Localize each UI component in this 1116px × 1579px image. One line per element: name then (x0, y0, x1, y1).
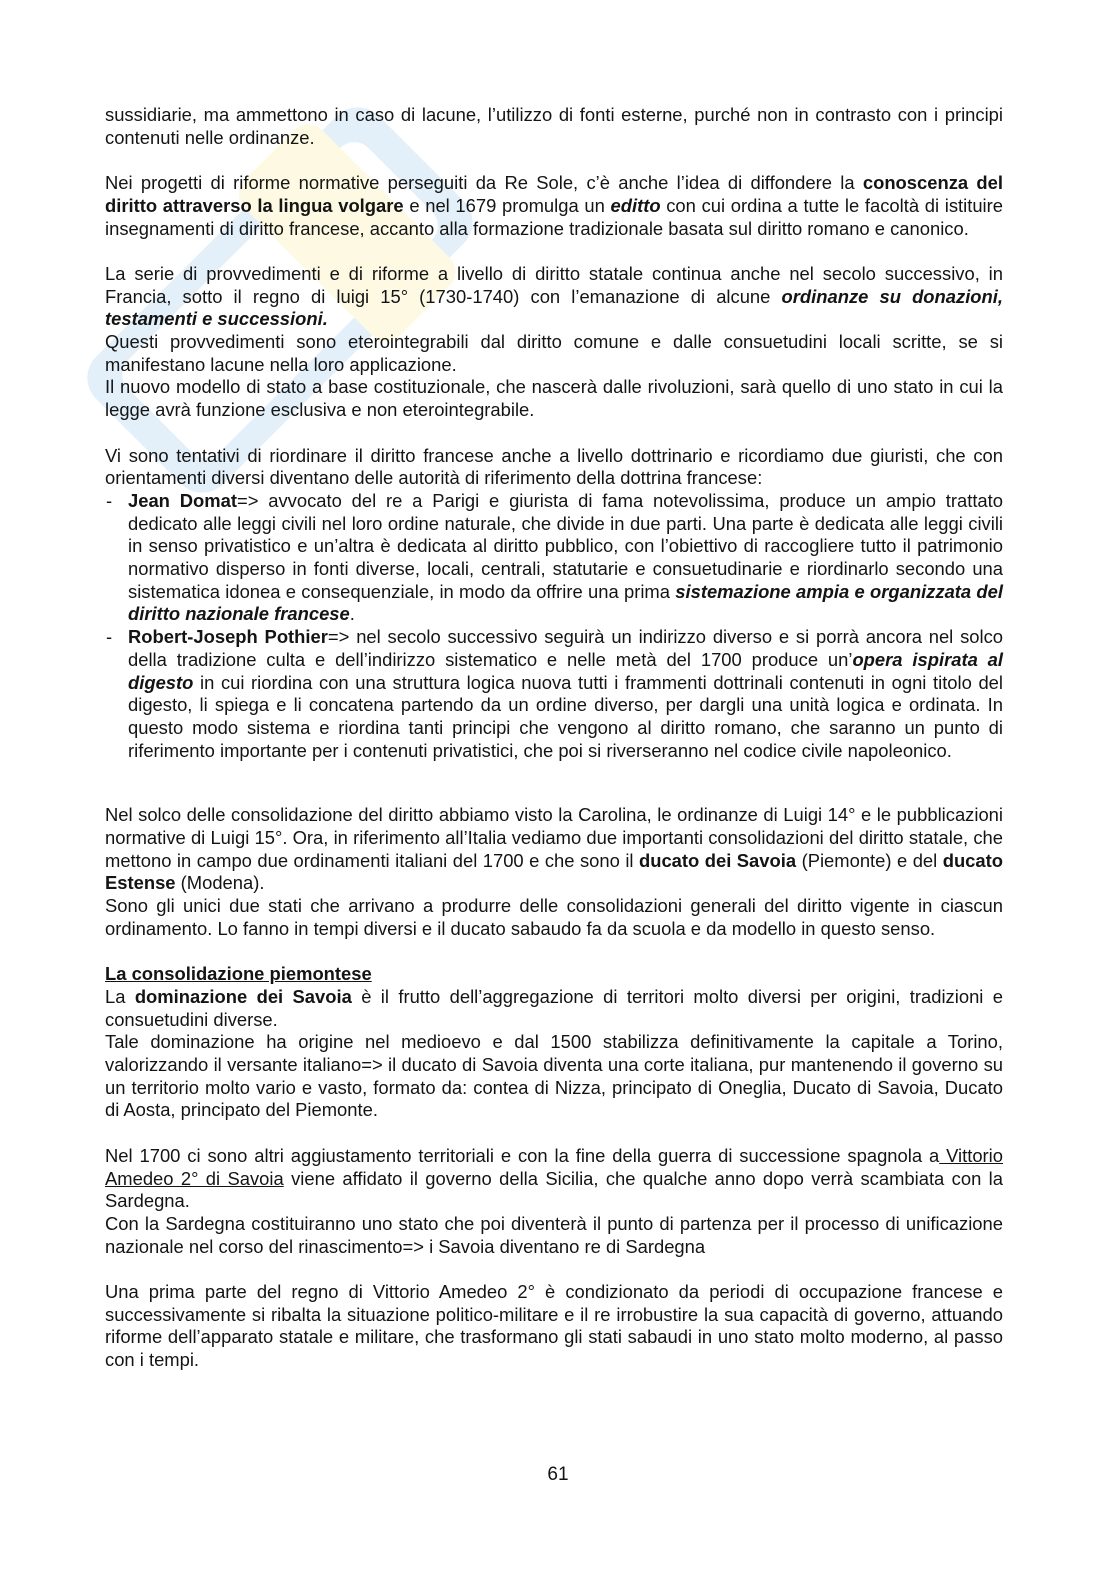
paragraph-line (105, 445, 1003, 490)
paragraph-line (105, 172, 1003, 240)
text-run: Nel solco delle consolidazione del diritto abbiamo visto la Carolina, le ordinanze di Luigi 14° e le pubblicazioni normative di Luigi 15°. Ora, in riferimento all’Italia vediamo due importanti consolidazioni del diritto statale, che mettono in campo due ordinamenti italiani del 1700 e che sono il (105, 804, 1003, 871)
paragraph-line (105, 804, 1003, 895)
paragraph (105, 104, 1003, 149)
paragraph (105, 963, 1003, 1122)
emphasized-text: dominazione dei Savoia (134, 985, 352, 1007)
text-run: (Piemonte) e del (796, 849, 943, 871)
list-bullet-dash: - (106, 626, 113, 648)
paragraph-line (105, 895, 1003, 940)
paragraph-line (105, 263, 1003, 331)
paragraph-line (105, 104, 1003, 149)
emphasized-text: Vittorio Amedeo 2° di Savoia (105, 1144, 1003, 1189)
emphasized-text: La consolidazione piemontese (105, 963, 372, 985)
text-run: => avvocato del re a Parigi e giurista di fama notevolissima, produce un ampio trattato dedicato alle leggi civili nel loro ordine naturale, che divide in due parti. Una parte è dedicata alle leggi civili in senso privatistico e un’altra è dedicata al diritto pubblico, con l’obiettivo di raccogliere tutto il patrimonio normativo disperso in fonti diverse, locali, centrali, statutarie e consuetudinarie e riordinarlo secondo una sistematica idonea e consequenziale, in modo da offrire una prima (128, 489, 1003, 602)
text-run: La serie di provvedimenti e di riforme a livello di diritto statale continua anche nel secolo successivo, in Francia, sotto il regno di luigi 15° (1730-1740) con l’emanazione di alcune (105, 262, 1003, 307)
list-bullet-dash: - (106, 489, 113, 511)
document-body (105, 104, 1003, 1395)
text-run: in cui riordina con una struttura logica nuova tutti i frammenti dottrinali contenuti in ogni titolo del digesto, li spiega e li concatena partendo da un ordine diverso, per dargli una unità logica e ordinata. In questo modo sistema e riordina tanti principi che vengono al diritto romano, che saranno un punto di riferimento importante per i contenuti privatistici, che poi si riverseranno nel codice civile napoleonico. (128, 671, 1003, 761)
paragraph (105, 1281, 1003, 1372)
paragraph-line (105, 1031, 1003, 1122)
text-run: con cui ordina a tutte le facoltà di istituire insegnamenti di diritto francese, accanto alla formazione tradizionale basata sul diritto romano e canonico. (105, 194, 1003, 239)
paragraph-line (105, 1145, 1003, 1213)
text-run: e nel 1679 promulga un (403, 194, 611, 216)
text-run: Tale dominazione ha origine nel medioevo e dal 1500 stabilizza definitivamente la capitale a Torino, valorizzando il versante italiano=> il ducato di Savoia diventa una corte italiana, pur mantenendo il governo su un territorio molto vario e vasto, formato da: contea di Nizza, principato di Oneglia, Ducato di Savoia, Ducato di Aosta, principato del Piemonte. (105, 1031, 1003, 1121)
paragraph (105, 445, 1003, 763)
paragraph-line (105, 986, 1003, 1031)
emphasized-text: Robert-Joseph Pothier (128, 626, 328, 648)
text-run: La (105, 985, 135, 1007)
emphasized-text: sistemazione ampia e organizzata del diritto nazionale francese (128, 580, 1003, 625)
page-number: 61 (547, 1464, 569, 1485)
emphasized-text: ducato Estense (105, 849, 1004, 894)
emphasized-text: conoscenza del diritto attraverso la lingua volgare (105, 172, 1003, 216)
text-run: Nei progetti di riforme normative perseguiti da Re Sole, c’è anche l’idea di diffondere la (105, 172, 863, 194)
paragraph-line (105, 1281, 1003, 1372)
emphasized-text: ordinanze su donazioni, testamenti e successioni. (105, 285, 1003, 330)
paragraph (105, 804, 1003, 940)
text-run: è il frutto dell’aggregazione di territori molto diversi per origini, tradizioni e consuetudini diverse. (105, 985, 1003, 1030)
emphasized-text: Jean Domat (128, 489, 237, 511)
text-run: Nel 1700 ci sono altri aggiustamento territoriali e con la fine della guerra di successione spagnola a (105, 1144, 940, 1166)
text-run: (Modena). (175, 872, 265, 894)
list-item (105, 490, 1003, 626)
text-run: => nel secolo successivo seguirà un indirizzo diverso e si porrà ancora nel solco della tradizione culta e dell’indirizzo sistematico e nelle metà del 1700 produce un’ (128, 626, 1003, 670)
paragraph (105, 1145, 1003, 1259)
emphasized-text: opera ispirata al digesto (128, 648, 1003, 693)
paragraph-line (105, 376, 1003, 421)
emphasized-text: ducato dei Savoia (638, 849, 797, 871)
paragraph (105, 172, 1003, 240)
text-run: sussidiarie, ma ammettono in caso di lacune, l’utilizzo di fonti esterne, purché non in contrasto con i principi contenuti nelle ordinanze. (105, 104, 1003, 148)
emphasized-text: editto (610, 194, 661, 216)
text-run: viene affidato il governo della Sicilia, che qualche anno dopo verrà scambiata con la Sardegna. (105, 1167, 1003, 1212)
text-run: Una prima parte del regno di Vittorio Amedeo 2° è condizionato da periodi di occupazione francese e successivamente si ribalta la situazione politico-militare e il re irrobustire la sua capacità di governo, attuando riforme dell’apparato statale e militare, che trasformano gli stati sabaudi in uno stato molto moderno, al passo con i tempi. (105, 1281, 1003, 1371)
text-run: Con la Sardegna costituiranno uno stato che poi diventerà il punto di partenza per il processo di unificazione nazionale nel corso del rinascimento=> i Savoia diventano re di Sardegna (105, 1212, 1003, 1257)
list-item (105, 626, 1003, 762)
text-run: . (349, 603, 355, 625)
text-run: Questi provvedimenti sono eterointegrabili dal diritto comune e dalle consuetudini locali scritte, se si manifestano lacune nella loro applicazione. (105, 331, 1003, 375)
paragraph (105, 263, 1003, 422)
section-heading (105, 963, 1003, 986)
text-run: Vi sono tentativi di riordinare il diritto francese anche a livello dottrinario e ricordiamo due giuristi, che con orientamenti diversi diventano delle autorità di riferimento della dottrina francese: (105, 444, 1003, 489)
paragraph-line (105, 1213, 1003, 1258)
text-run: Sono gli unici due stati che arrivano a produrre delle consolidazioni generali del diritto vigente in ciascun ordinamento. Lo fanno in tempi diversi e il ducato sabaudo fa da scuola e da modello in questo senso. (105, 895, 1003, 939)
paragraph-line (105, 331, 1003, 376)
text-run: Il nuovo modello di stato a base costituzionale, che nascerà dalle rivoluzioni, sarà quello di uno stato in cui la legge avrà funzione esclusiva e non eterointegrabile. (105, 376, 1003, 421)
